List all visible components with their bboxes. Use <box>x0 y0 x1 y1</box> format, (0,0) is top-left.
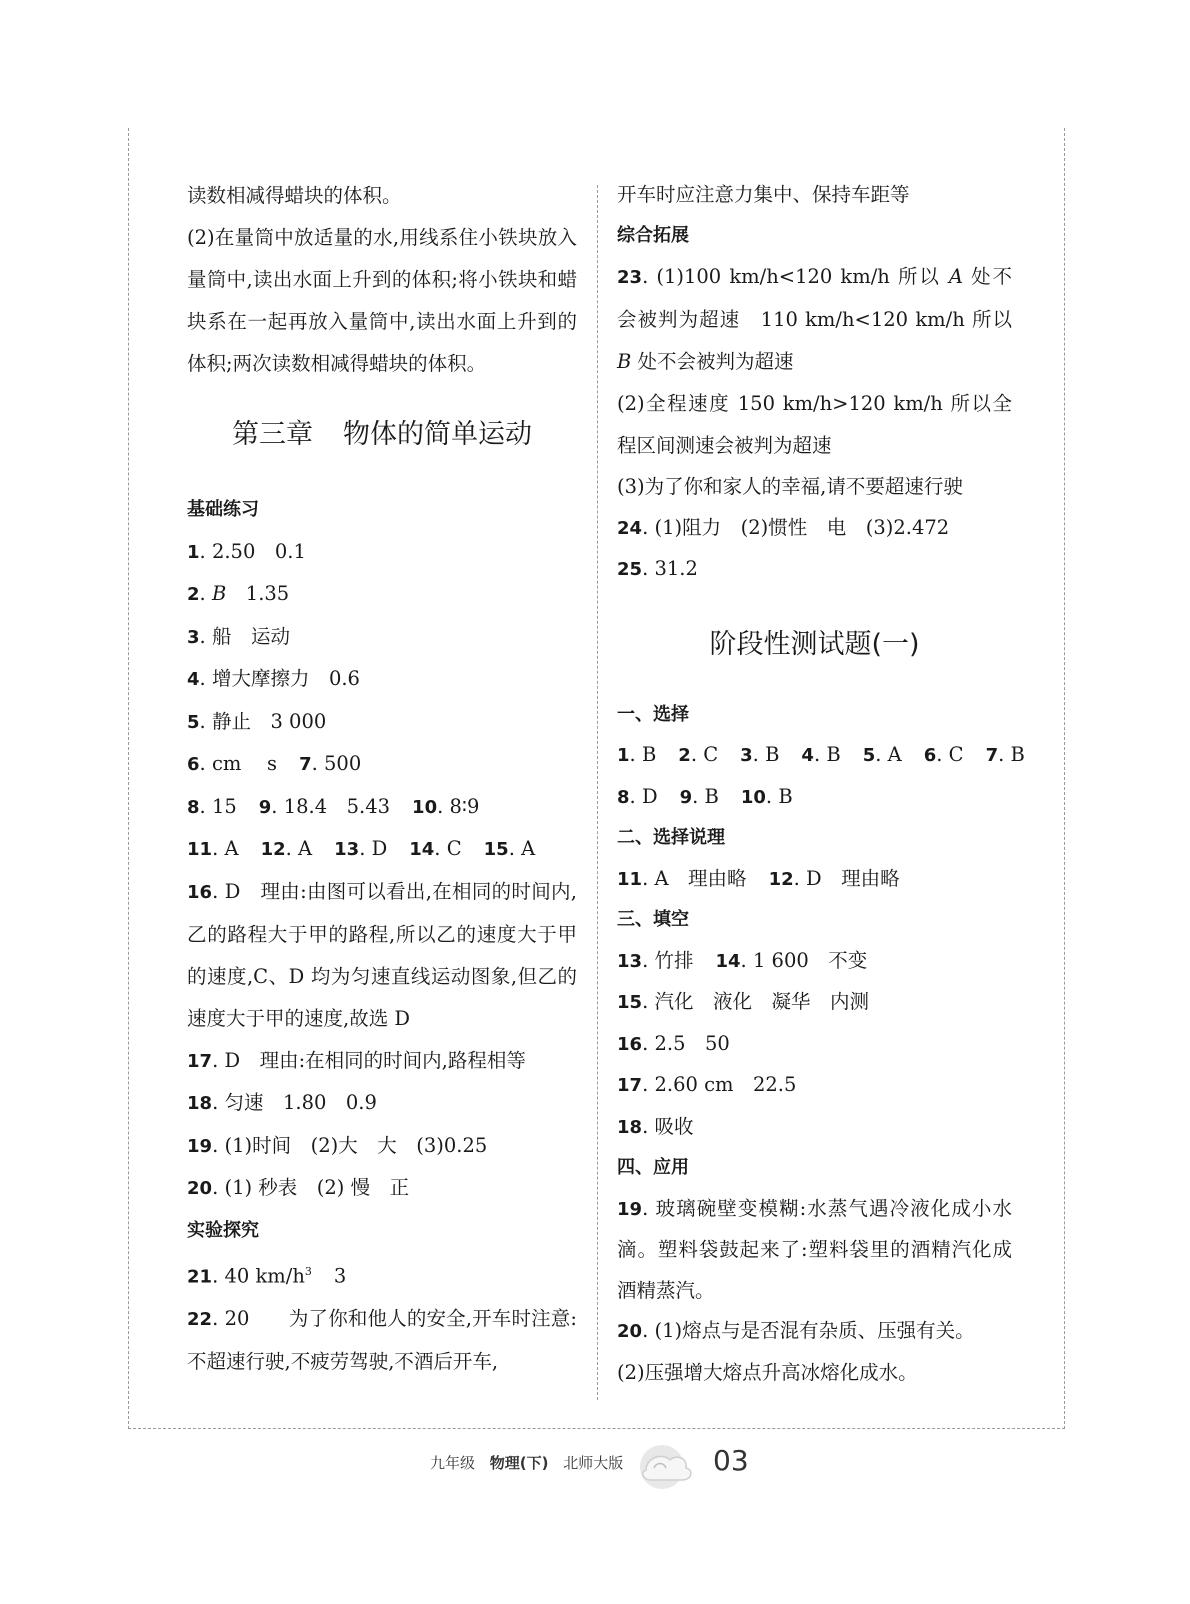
answer-2: 2. B 1.35 <box>187 582 290 605</box>
answer-20: 20. (1)熔点与是否混有杂质、压强有关。 <box>617 1319 975 1342</box>
answer-19: 19. 玻璃碗壁变模糊:水蒸气遇冷液化成小水滴。塑料袋鼓起来了:塑料袋里的酒精汽化成酒精蒸汽。 <box>617 1196 1012 1302</box>
section-application: 四、应用 <box>617 1157 689 1178</box>
answer-18: 18. 吸收 <box>617 1114 694 1138</box>
answer-6-7: 6. cm s 7. 500 <box>187 752 362 775</box>
answer-8-10: 8. 15 9. 18.4 5.43 10. 8∶9 <box>187 794 480 818</box>
answer-17: 17. D 理由:在相同的时间内,路程相等 <box>187 1048 526 1072</box>
answer-21: 21. 40 $km/h^3$ 3 <box>187 1264 347 1288</box>
answer-15: 15. 汽化 液化 凝华 内测 <box>617 990 869 1013</box>
answer-4: 4. 增大摩擦力 0.6 <box>187 667 360 690</box>
answer-16: 16. 2.5 50 <box>617 1031 730 1055</box>
page-footer <box>0 1442 1190 1492</box>
choice-answers-8-10: 8. D 9. B 10. B <box>617 784 793 808</box>
answer-1: 1. 2.50 0.1 <box>187 539 306 563</box>
column-divider <box>597 185 598 1400</box>
choice-answers-1-7: 1. B 2. C 3. B 4. B 5. A 6. C 7. B <box>617 743 1025 766</box>
answers-11-12: 11. A 理由略 12. D 理由略 <box>617 866 900 890</box>
answer-25: 25. 31.2 <box>617 557 698 580</box>
answer-5: 5. 静止 3 000 <box>187 709 327 733</box>
subject-label: 物理(下) <box>489 1454 549 1472</box>
edition-label: 北师大版 <box>563 1454 624 1472</box>
answer-18: 18. 匀速 1.80 0.9 <box>187 1091 377 1114</box>
test-title: 阶段性测试题(一) <box>709 628 920 660</box>
cloud-logo-icon <box>632 1442 702 1492</box>
answer-16: 16. D 理由:由图可以看出,在相同的时间内,乙的路程大于甲的路程,所以乙的速度大于甲的速度,C、D 均为匀速直线运动图象,但乙的速度大于甲的速度,故选 D <box>187 879 577 1030</box>
answer-20-part-2: (2)压强增大熔点升高冰熔化成水。 <box>617 1360 918 1384</box>
section-experiment: 实验探究 <box>187 1219 259 1241</box>
answer-22: 22. 20 为了你和他人的安全,开车时注意:不超速行驶,不疲劳驾驶,不酒后开车, <box>187 1307 577 1373</box>
answer-20: 20. (1) 秒表 (2) 慢 正 <box>187 1176 410 1199</box>
book-info <box>430 1452 633 1473</box>
answer-19: 19. (1)时间 (2)大 大 (3)0.25 <box>187 1133 488 1157</box>
answers-13-14: 13. 竹排 14. 1 600 不变 <box>617 948 868 972</box>
grade-label: 九年级 <box>430 1454 476 1472</box>
right-column <box>617 175 1025 1393</box>
section-choice-reason: 二、选择说理 <box>617 827 725 848</box>
page-number: 03 <box>713 1444 749 1477</box>
answer-3: 3. 船 运动 <box>187 624 290 648</box>
intro-paragraph-2: (2)在量筒中放适量的水,用线系住小铁块放入量筒中,读出水面上升到的体积;将小铁块和蜡块系在一起再放入量筒中,读出水面上升到的体积;两次读数相减得蜡块的体积。 <box>187 226 577 375</box>
section-choice: 一、选择 <box>617 703 689 725</box>
section-basic: 基础练习 <box>187 499 259 520</box>
left-column <box>187 175 577 1383</box>
answer-23-part-3: (3)为了你和家人的幸福,请不要超速行驶 <box>617 475 963 498</box>
answer-22-continued: 开车时应注意力集中、保持车距等 <box>617 183 910 206</box>
answer-17: 17. 2.60 cm 22.5 <box>617 1073 797 1096</box>
chapter-title: 第三章 物体的简单运动 <box>232 419 532 450</box>
answer-11-15: 11. A 12. A 13. D 14. C 15. A <box>187 837 536 860</box>
section-extension: 综合拓展 <box>617 224 689 246</box>
answer-23-part-2: (2)全程速度 150 km/h>120 km/h 所以全程区间测速会被判为超速 <box>617 392 1012 457</box>
answer-23-part-1: 23. (1)100 km/h<120 km/h 所以 A 处不会被判为超速 110 km/h<120 km/h 所以 B 处不会被判为超速 <box>617 265 1012 373</box>
answer-24: 24. (1)阻力 (2)惯性 电 (3)2.472 <box>617 515 950 539</box>
section-fill: 三、填空 <box>617 909 689 930</box>
intro-paragraph-1: 读数相减得蜡块的体积。 <box>187 184 402 207</box>
